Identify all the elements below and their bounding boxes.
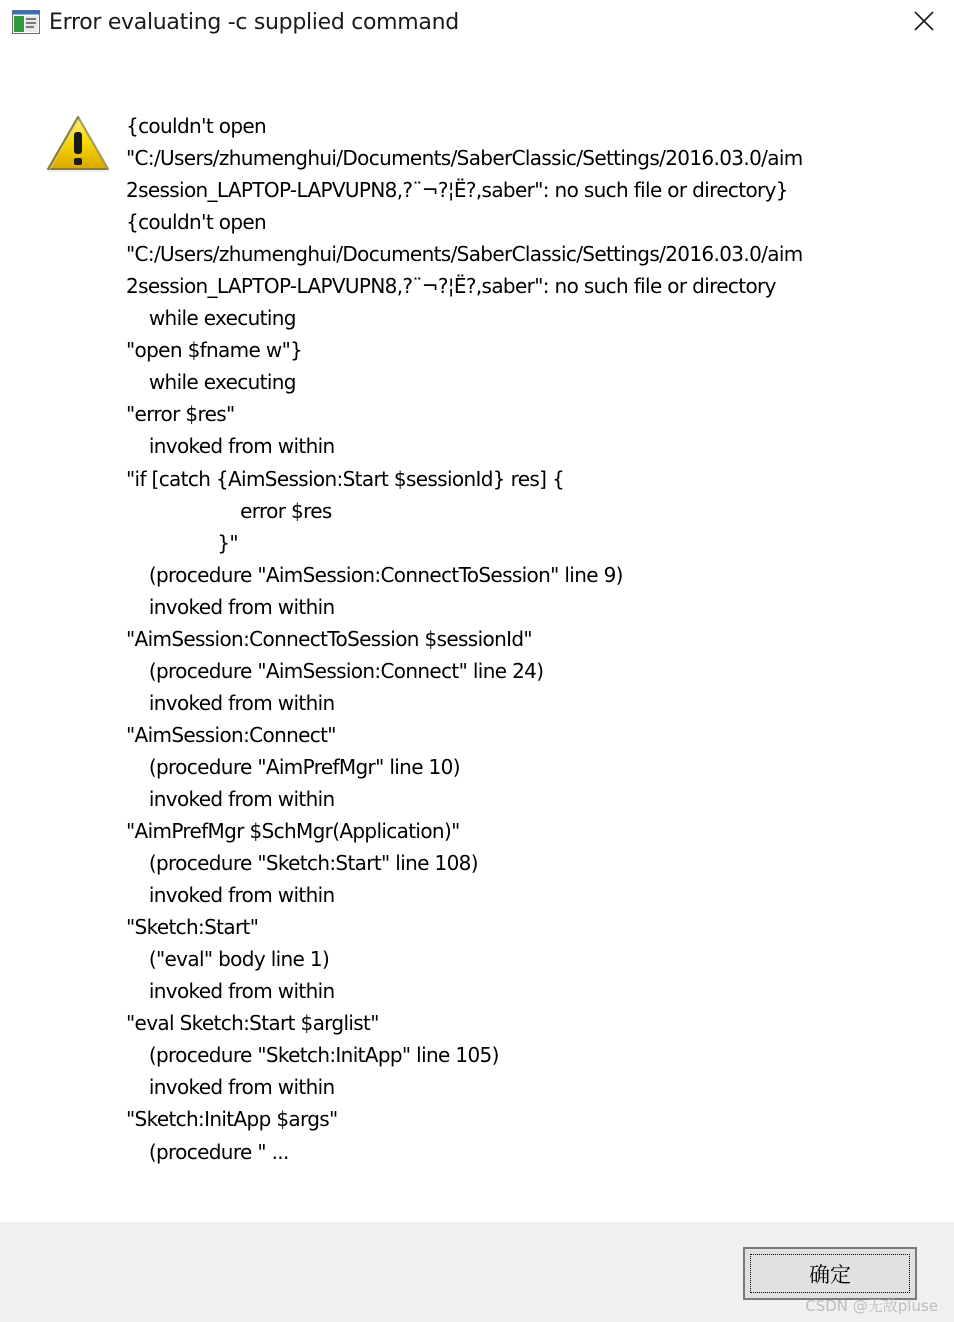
error-message	[126, 110, 926, 1168]
message-line: while executing	[126, 370, 296, 395]
message-line: (procedure "AimPrefMgr" line 10)	[126, 754, 460, 779]
message-line: invoked from within	[126, 594, 335, 619]
message-line: "error $res"	[126, 402, 235, 427]
message-line: {couldn't open	[126, 114, 267, 138]
message-line: "AimSession:Connect"	[126, 722, 336, 747]
close-icon	[913, 10, 935, 36]
message-line: "eval Sketch:Start $arglist"	[126, 1011, 379, 1036]
message-line: (procedure "AimSession:Connect" line 24)	[126, 658, 544, 683]
message-line: invoked from within	[126, 979, 335, 1004]
window-title: Error evaluating -c supplied command	[49, 10, 459, 35]
message-line: "Sketch:Start"	[126, 915, 259, 940]
message-line: "Sketch:InitApp $args"	[126, 1107, 338, 1132]
warning-icon	[45, 114, 111, 172]
message-line: invoked from within	[126, 690, 335, 715]
ok-button-label: 确定	[809, 1262, 851, 1287]
message-line: "C:/Users/zhumenghui/Documents/SaberClassic/Settings/2016.03.0/aim	[126, 242, 803, 267]
message-line: "AimSession:ConnectToSession $sessionId"	[126, 626, 532, 651]
message-line: }"	[126, 530, 238, 555]
app-window-icon	[12, 10, 40, 34]
message-line: invoked from within	[126, 786, 335, 811]
message-line: invoked from within	[126, 883, 335, 908]
message-line: invoked from within	[126, 1075, 335, 1100]
message-line: ("eval" body line 1)	[126, 947, 330, 972]
dialog-content	[0, 50, 954, 1222]
watermark-text: CSDN @无敌pluse	[805, 1297, 938, 1315]
message-line: 2session_LAPTOP-LAPVUPN8,?¨¬?¦Ë?,saber": no such file or directory}	[126, 178, 788, 203]
message-line: (procedure "AimSession:ConnectToSession" line 9)	[126, 562, 623, 587]
title-bar[interactable]	[0, 0, 954, 50]
message-line: error $res	[126, 498, 332, 523]
message-line: "open $fname w"}	[126, 338, 303, 363]
message-line: (procedure " ...	[126, 1139, 289, 1164]
message-line: "if [catch {AimSession:Start $sessionId} res] {	[126, 466, 565, 491]
close-button[interactable]	[894, 0, 954, 46]
message-line: "AimPrefMgr $SchMgr(Application)"	[126, 819, 460, 844]
message-line: "C:/Users/zhumenghui/Documents/SaberClassic/Settings/2016.03.0/aim	[126, 146, 803, 171]
message-line: (procedure "Sketch:InitApp" line 105)	[126, 1043, 499, 1068]
message-line: 2session_LAPTOP-LAPVUPN8,?¨¬?¦Ë?,saber": no such file or directory	[126, 274, 776, 299]
message-line: while executing	[126, 306, 296, 331]
message-line: invoked from within	[126, 434, 335, 459]
message-line: (procedure "Sketch:Start" line 108)	[126, 851, 478, 876]
ok-button[interactable]	[743, 1247, 917, 1300]
message-line: {couldn't open	[126, 210, 267, 235]
